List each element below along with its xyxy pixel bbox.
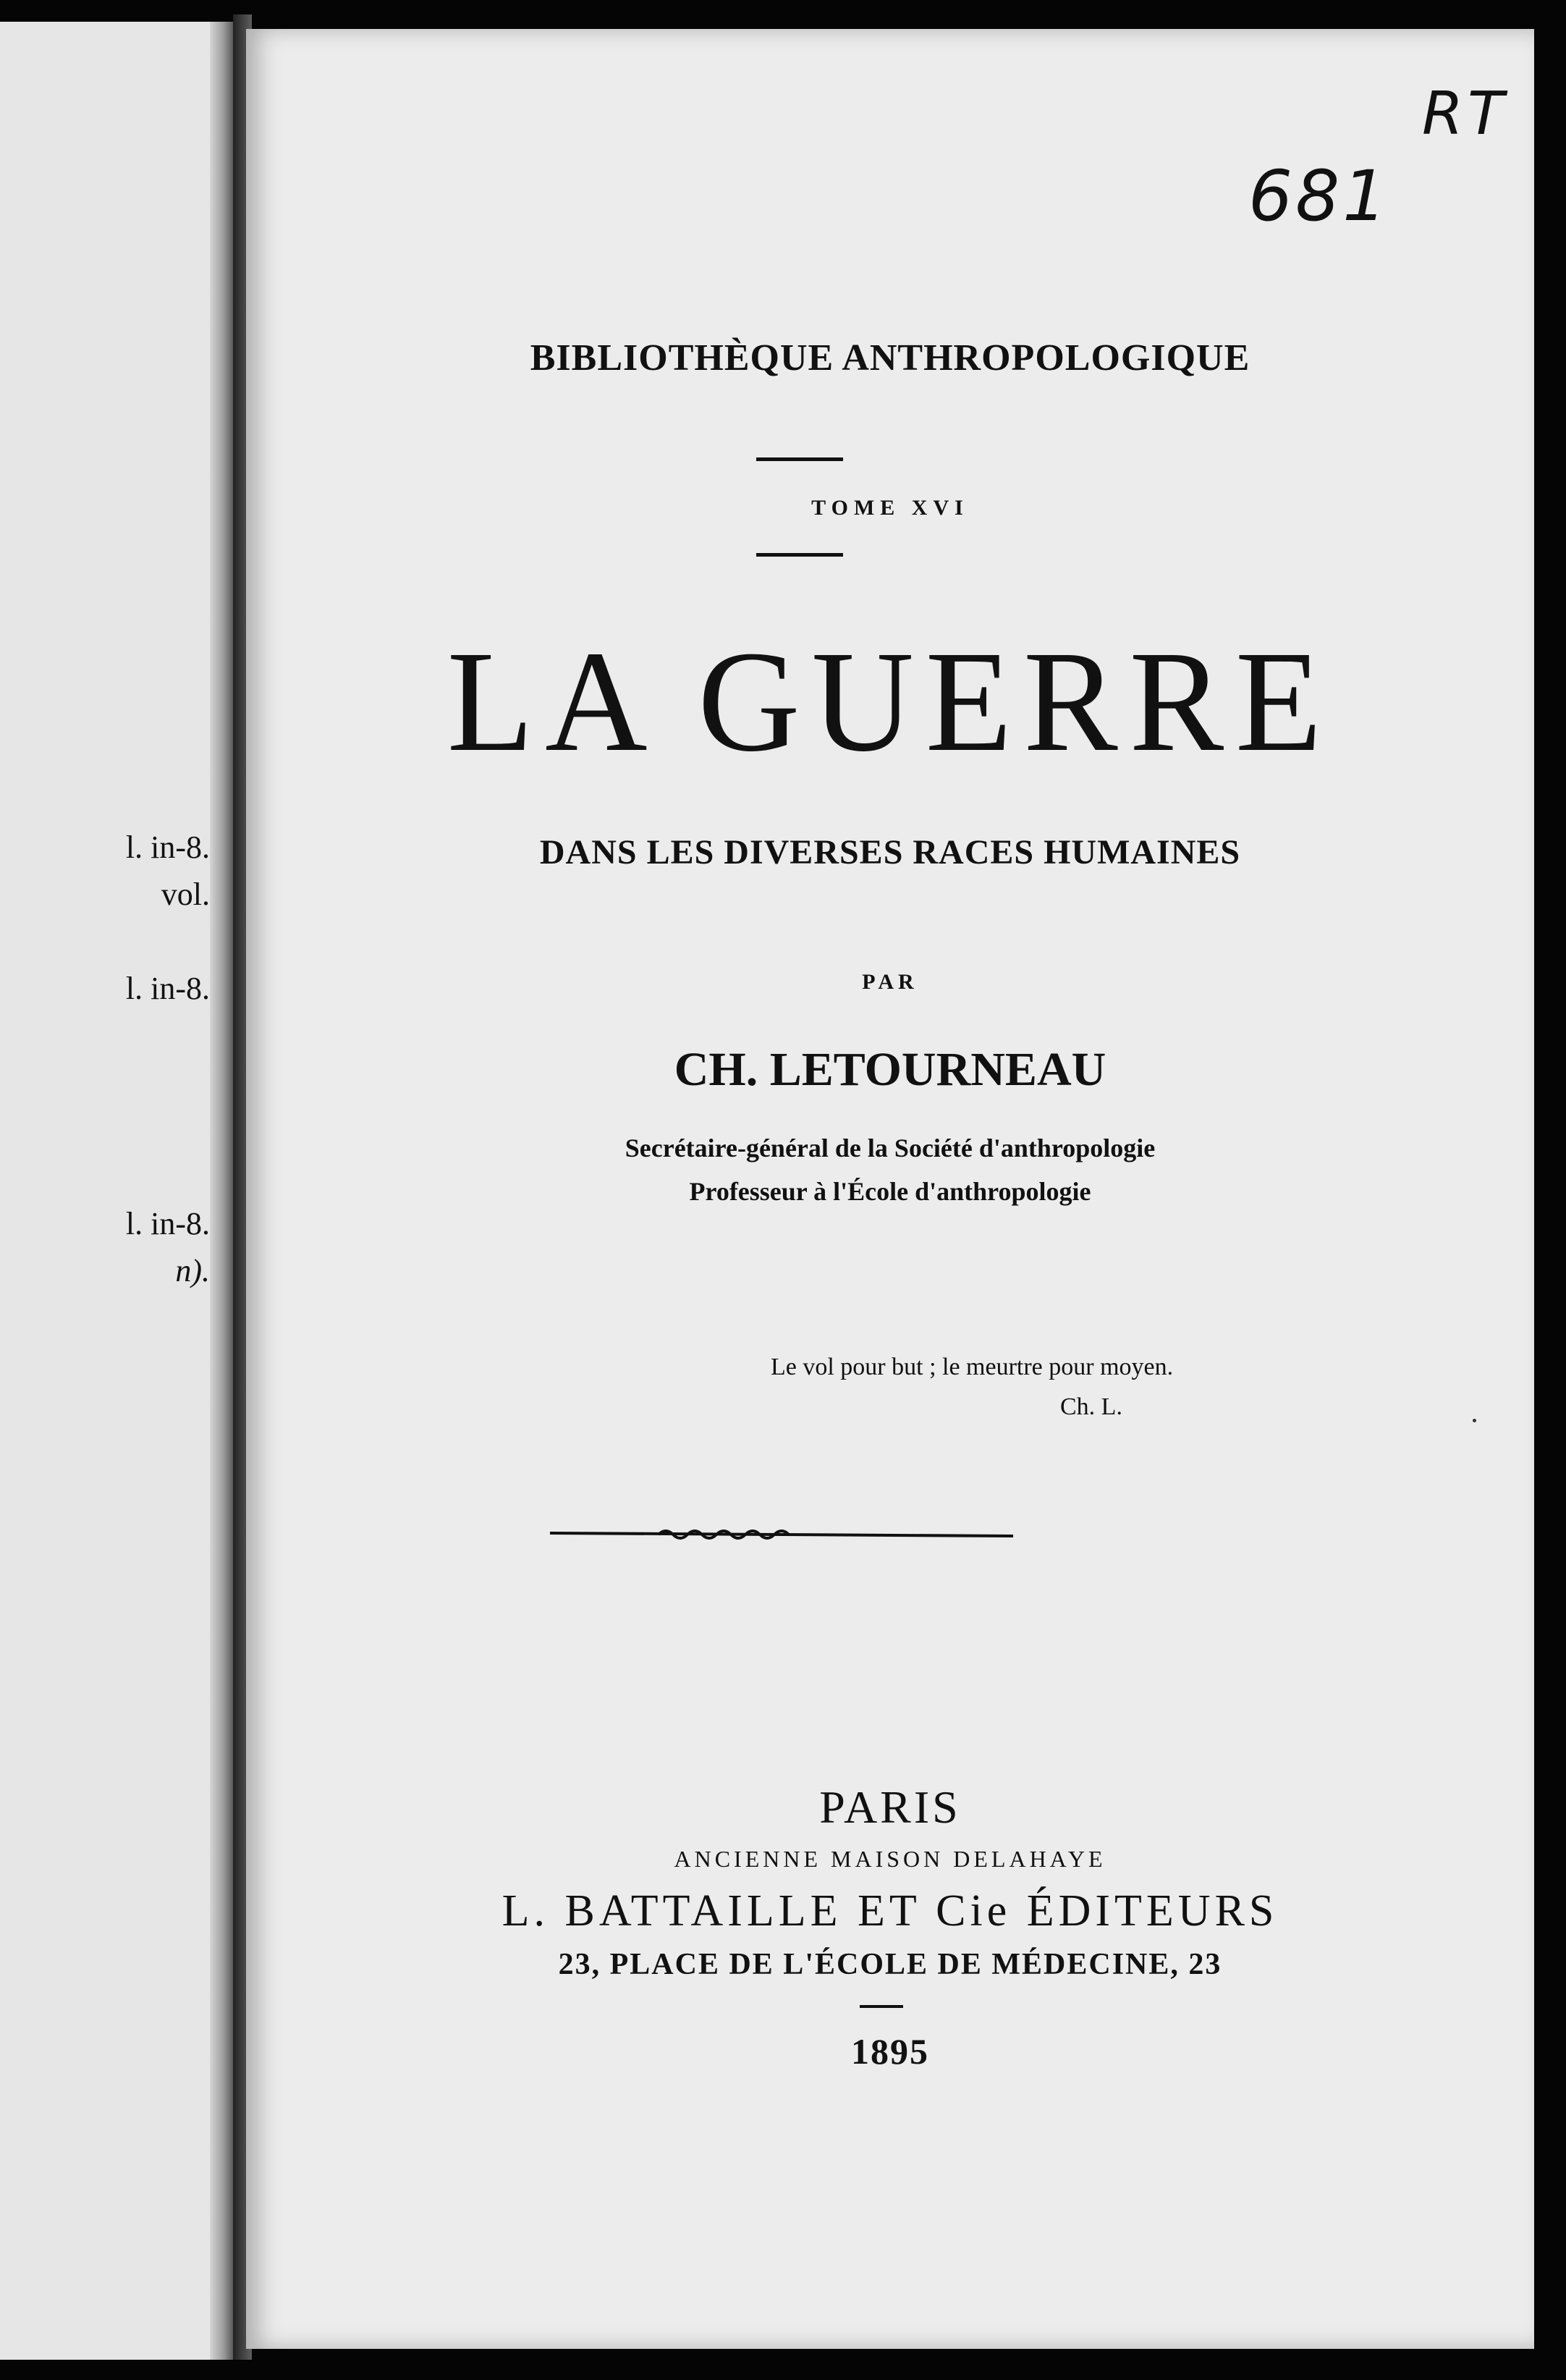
left-page-line: l. in-8.: [125, 830, 210, 865]
rule-below-tome: [756, 553, 843, 557]
author-name: CH. LETOURNEAU: [674, 1043, 1106, 1096]
epigraph-signature: Ch. L.: [1060, 1393, 1122, 1420]
left-facing-page: [0, 22, 233, 2360]
imprint-address: 23, PLACE DE L'ÉCOLE DE MÉDECINE, 23: [558, 1948, 1222, 1981]
book-subtitle: DANS LES DIVERSES RACES HUMAINES: [539, 833, 1241, 872]
left-page-line: vol.: [161, 877, 210, 912]
tome-number: TOME XVI: [811, 496, 969, 520]
left-page-line: n).: [175, 1253, 210, 1288]
paper-speck: [1473, 1419, 1476, 1422]
handwritten-annotation-number: 681: [1248, 156, 1390, 237]
author-affiliation: Secrétaire-général de la Société d'anthropologie: [625, 1134, 1156, 1162]
epigraph: Le vol pour but ; le meurtre pour moyen.: [771, 1354, 1174, 1380]
imprint-publisher: L. BATTAILLE ET Cie ÉDITEURS: [501, 1886, 1279, 1936]
series-title: BIBLIOTHÈQUE ANTHROPOLOGIQUE: [530, 337, 1250, 379]
imprint-former-house: ANCIENNE MAISON DELAHAYE: [674, 1846, 1106, 1872]
left-page-fold: [210, 22, 233, 2360]
handwritten-annotation-rt: RT: [1422, 80, 1509, 148]
left-page-line: l. in-8.: [125, 1206, 210, 1241]
rule-above-tome: [756, 457, 843, 461]
book-title: LA GUERRE: [446, 622, 1334, 782]
publication-year: 1895: [851, 2031, 929, 2072]
ornamental-rule: [550, 1520, 1013, 1549]
by-label: PAR: [862, 970, 918, 994]
title-page: [246, 29, 1534, 2349]
left-page-line: l. in-8.: [125, 971, 210, 1006]
author-affiliation: Professeur à l'École d'anthropologie: [689, 1177, 1091, 1206]
imprint-city: PARIS: [819, 1781, 961, 1833]
rule-above-year: [860, 2005, 903, 2008]
